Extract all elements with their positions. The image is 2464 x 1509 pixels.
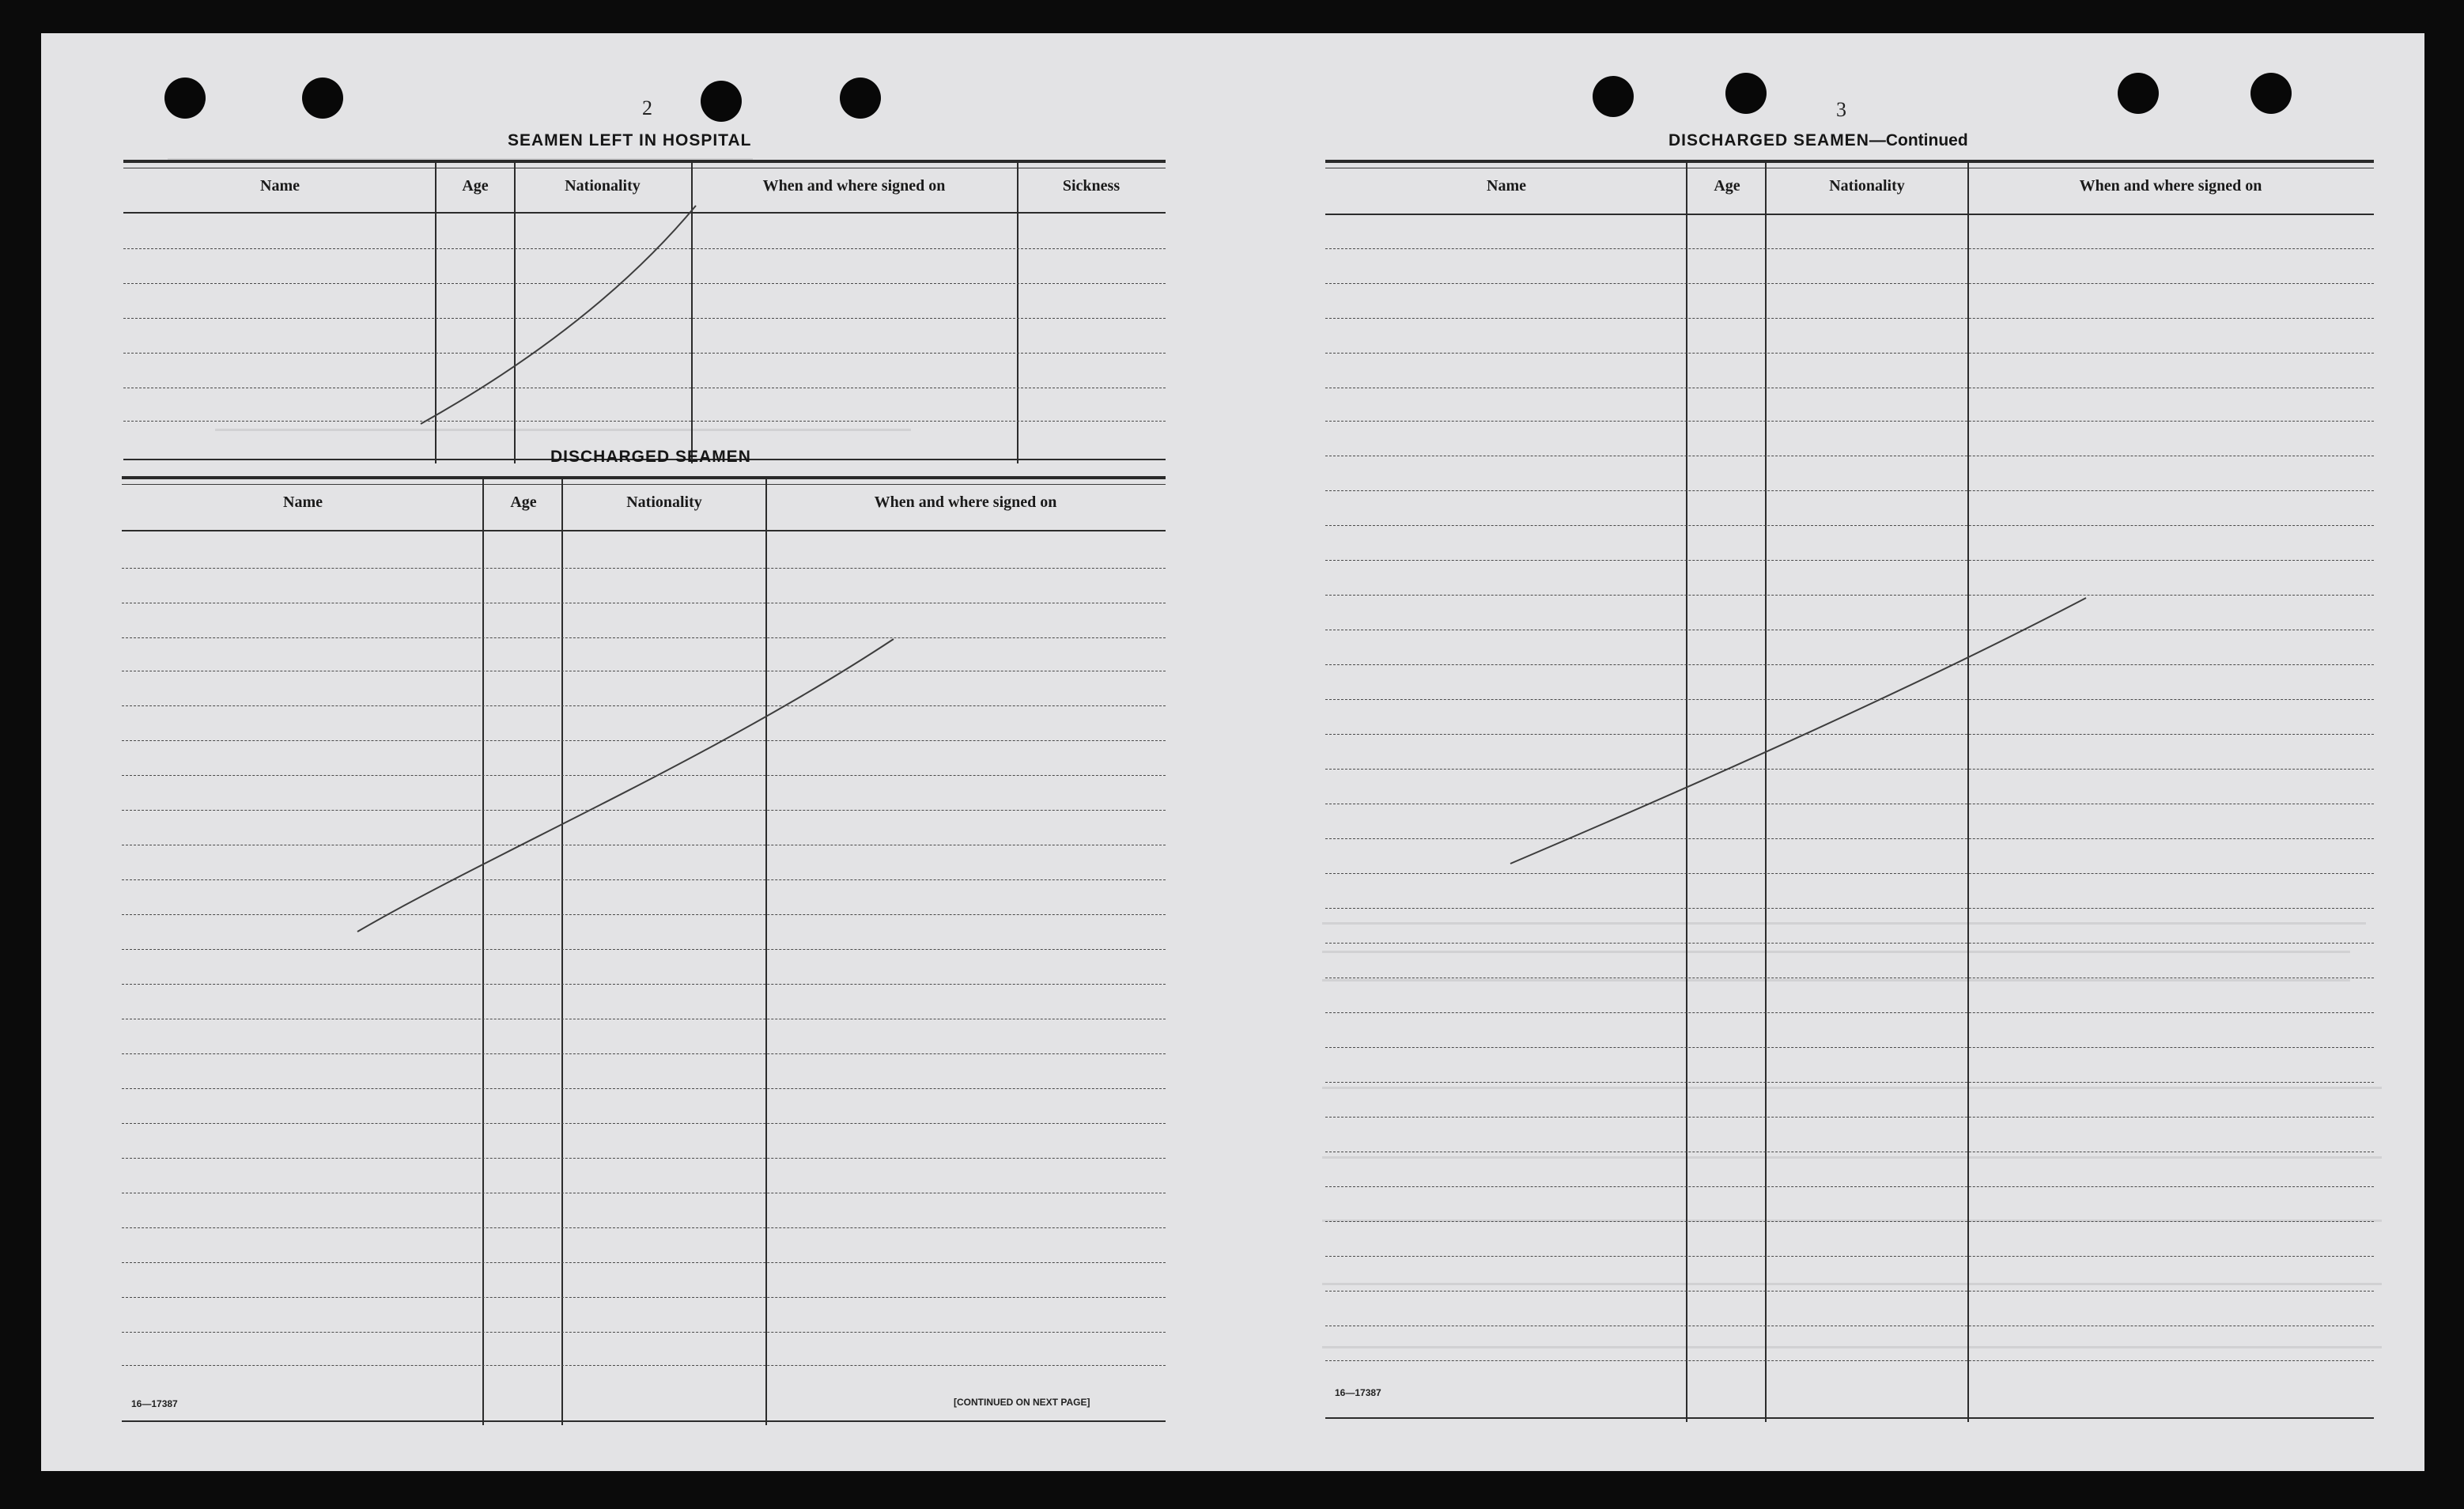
table-row bbox=[1325, 838, 2374, 839]
punch-hole bbox=[2250, 73, 2292, 114]
section-title-text: DISCHARGED SEAMEN bbox=[1668, 131, 1869, 149]
table-row bbox=[1325, 421, 2374, 422]
table-row bbox=[122, 810, 1166, 811]
table-row bbox=[1325, 1221, 2374, 1222]
page-number-left: 2 bbox=[642, 96, 652, 119]
table-row bbox=[122, 740, 1166, 741]
column-header-name: Name bbox=[1487, 177, 1526, 195]
table-row bbox=[1325, 1256, 2374, 1257]
table-row bbox=[1325, 490, 2374, 491]
column-header-signed-on: When and where signed on bbox=[762, 177, 946, 195]
column-header-nationality: Nationality bbox=[565, 177, 641, 195]
table-row bbox=[1325, 664, 2374, 665]
discharged-section-title-right bbox=[1668, 131, 1968, 150]
column-header-signed-on: When and where signed on bbox=[2079, 177, 2262, 195]
table-row bbox=[122, 984, 1166, 985]
punch-hole bbox=[701, 81, 742, 122]
hospital-section-title: SEAMEN LEFT IN HOSPITAL bbox=[508, 131, 752, 149]
column-header-sickness: Sickness bbox=[1062, 177, 1121, 195]
table-row bbox=[123, 421, 1166, 422]
table-row bbox=[122, 775, 1166, 776]
discharged-table-left bbox=[122, 476, 1166, 1425]
punch-hole bbox=[164, 78, 206, 119]
table-row bbox=[1325, 1047, 2374, 1048]
column-header-signed-on: When and where signed on bbox=[874, 494, 1057, 511]
table-row bbox=[1325, 943, 2374, 944]
table-row bbox=[1325, 1360, 2374, 1361]
table-row bbox=[1325, 734, 2374, 735]
document-spread bbox=[41, 33, 2424, 1471]
punch-hole bbox=[1593, 76, 1634, 117]
table-row bbox=[1325, 908, 2374, 909]
table-row bbox=[123, 353, 1166, 354]
table-row bbox=[122, 637, 1166, 638]
column-header-name: Name bbox=[283, 494, 323, 511]
table-row bbox=[123, 283, 1166, 284]
table-row bbox=[122, 1158, 1166, 1159]
column-header-name: Name bbox=[260, 177, 300, 195]
hospital-table bbox=[123, 160, 1166, 463]
table-row bbox=[122, 1123, 1166, 1124]
punch-hole bbox=[2118, 73, 2159, 114]
table-row bbox=[122, 568, 1166, 569]
section-title-suffix: —Continued bbox=[1869, 131, 1968, 149]
punch-hole bbox=[302, 78, 343, 119]
table-row bbox=[122, 705, 1166, 706]
table-row bbox=[1325, 560, 2374, 561]
table-row bbox=[122, 914, 1166, 915]
table-row bbox=[1325, 318, 2374, 319]
column-header-nationality: Nationality bbox=[626, 494, 702, 511]
discharged-table-right bbox=[1325, 160, 2374, 1422]
table-row bbox=[1325, 595, 2374, 596]
page-number-right: 3 bbox=[1836, 98, 1846, 121]
table-row bbox=[1325, 1291, 2374, 1292]
continued-note: [CONTINUED ON NEXT PAGE] bbox=[954, 1397, 1090, 1408]
form-number-left: 16—17387 bbox=[131, 1398, 178, 1409]
table-row bbox=[1325, 873, 2374, 874]
table-row bbox=[122, 949, 1166, 950]
column-header-nationality: Nationality bbox=[1829, 177, 1905, 195]
form-number-right: 16—17387 bbox=[1335, 1387, 1381, 1398]
table-row bbox=[122, 1332, 1166, 1333]
table-row bbox=[1325, 353, 2374, 354]
table-row bbox=[122, 1088, 1166, 1089]
column-header-age: Age bbox=[510, 494, 537, 511]
table-row bbox=[1325, 283, 2374, 284]
table-row bbox=[122, 1262, 1166, 1263]
table-row bbox=[122, 879, 1166, 880]
table-row bbox=[1325, 1186, 2374, 1187]
table-row bbox=[1325, 769, 2374, 770]
table-row bbox=[122, 1365, 1166, 1366]
table-row bbox=[122, 1053, 1166, 1054]
punch-hole bbox=[1725, 73, 1767, 114]
column-header-age: Age bbox=[1714, 177, 1740, 195]
table-row bbox=[1325, 699, 2374, 700]
table-row bbox=[1325, 1012, 2374, 1013]
table-row bbox=[122, 1227, 1166, 1228]
column-header-age: Age bbox=[462, 177, 489, 195]
table-row bbox=[123, 318, 1166, 319]
table-row bbox=[1325, 1117, 2374, 1118]
discharged-section-title-left: DISCHARGED SEAMEN bbox=[550, 448, 751, 466]
table-row bbox=[122, 1297, 1166, 1298]
punch-hole bbox=[840, 78, 881, 119]
table-row bbox=[1325, 1082, 2374, 1083]
table-row bbox=[1325, 525, 2374, 526]
table-row bbox=[123, 248, 1166, 249]
table-row bbox=[1325, 248, 2374, 249]
